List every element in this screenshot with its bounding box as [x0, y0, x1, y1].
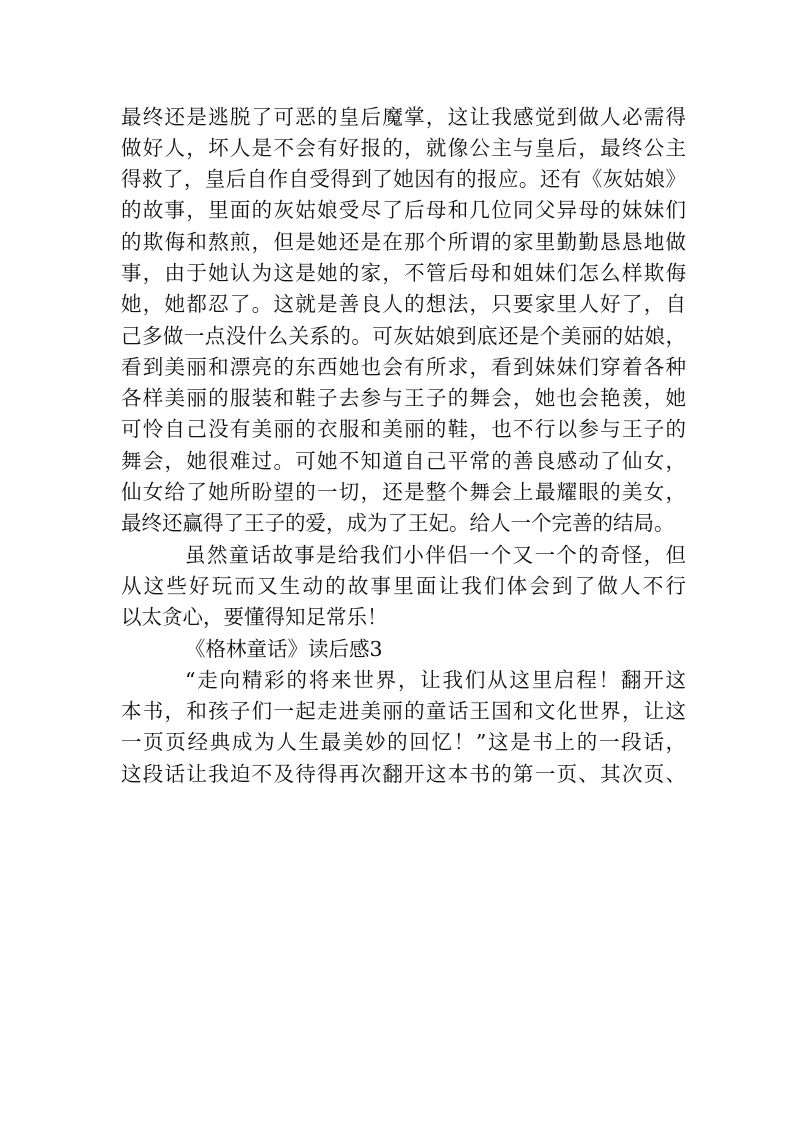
- text-line: 舞会，她很难过。可她不知道自己平常的善良感动了仙女，: [121, 449, 686, 473]
- text-line: 的欺侮和熬煎，但是她还是在那个所谓的家里勤勤恳恳地做: [121, 230, 686, 254]
- text-line: 最终还赢得了王子的爱，成为了王妃。给人一个完善的结局。: [121, 511, 675, 535]
- section-heading: 《格林童话》读后感3: [185, 637, 383, 661]
- text-line: 最终还是逃脱了可恶的皇后魔掌，这让我感觉到做人必需得: [121, 105, 686, 129]
- text-line: 的故事，里面的灰姑娘受尽了后母和几位同父异母的妹妹们: [121, 198, 686, 222]
- text-line: 得救了，皇后自作自受得到了她因有的报应。还有《灰姑娘》: [121, 167, 686, 191]
- text-line: 以太贪心，要懂得知足常乐！: [121, 605, 388, 629]
- text-line: 做好人，坏人是不会有好报的，就像公主与皇后，最终公主: [121, 136, 686, 160]
- text-line: 这段话让我迫不及待得再次翻开这本书的第一页、其次页、: [121, 762, 686, 786]
- text-line: 本书，和孩子们一起走进美丽的童话王国和文化世界，让这: [121, 699, 686, 723]
- text-line: 她，她都忍了。这就是善良人的想法，只要家里人好了，自: [121, 292, 686, 316]
- text-line: 己多做一点没什么关系的。可灰姑娘到底还是个美丽的姑娘，: [121, 324, 686, 348]
- text-line: 可怜自己没有美丽的衣服和美丽的鞋，也不行以参与王子的: [121, 417, 686, 441]
- text-line: 各样美丽的服装和鞋子去参与王子的舞会，她也会艳羡，她: [121, 386, 686, 410]
- text-line: 仙女给了她所盼望的一切，还是整个舞会上最耀眼的美女，: [121, 480, 686, 504]
- text-line: 看到美丽和漂亮的东西她也会有所求，看到妹妹们穿着各种: [121, 355, 686, 379]
- paragraph-first-line: 虽然童话故事是给我们小伴侣一个又一个的奇怪，但: [185, 543, 686, 567]
- text-line: 事，由于她认为这是她的家，不管后母和姐妹们怎么样欺侮: [121, 261, 686, 285]
- text-line: 从这些好玩而又生动的故事里面让我们体会到了做人不行: [121, 574, 686, 598]
- text-line: 一页页经典成为人生最美妙的回忆！”这是书上的一段话，: [121, 730, 686, 754]
- paragraph-first-line: “走向精彩的将来世界，让我们从这里启程！翻开这: [185, 668, 686, 692]
